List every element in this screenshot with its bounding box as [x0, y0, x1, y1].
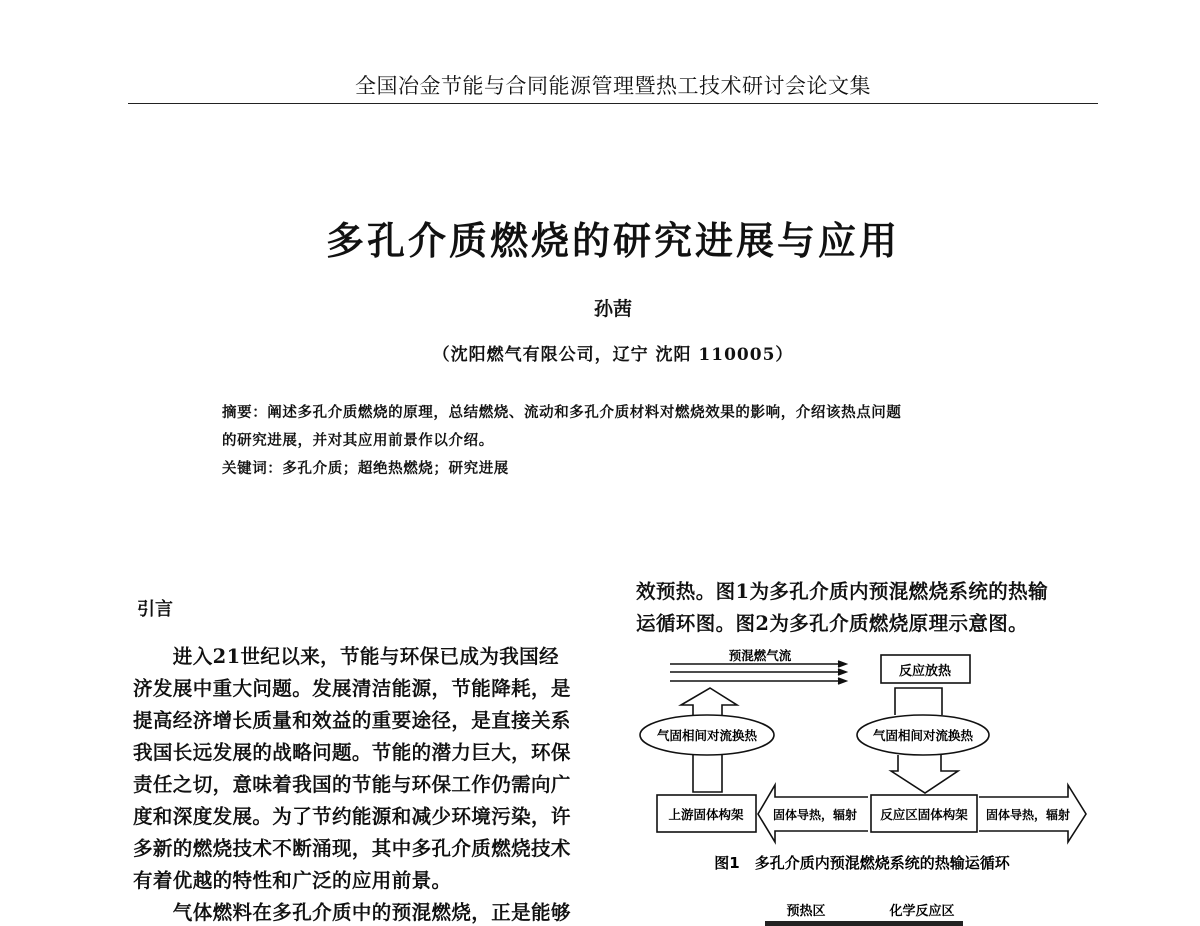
running-header: 全国冶金节能与合同能源管理暨热工技术研讨会论文集: [355, 74, 871, 98]
abstract-line: 的研究进展，并对其应用前景作以介绍。: [222, 432, 494, 449]
porous-media-bar: [765, 921, 963, 926]
reaction-heat-label: 反应放热: [898, 664, 952, 679]
convection-label-right: 气固相间对流换热: [872, 728, 974, 743]
arrowhead-icon: [838, 661, 846, 684]
section-heading: 引言: [137, 599, 173, 620]
gas-flow-label: 预混燃气流: [728, 648, 792, 663]
figure-1-caption: 图1 多孔介质内预混燃烧系统的热输运循环: [714, 854, 1010, 872]
body-line: 责任之切，意味着我国的节能与环保工作仍需向广: [133, 773, 571, 796]
conduction-label-right: 固体导热，辐射: [985, 808, 1071, 822]
arrow-shaft: [895, 688, 942, 715]
reaction-zone-label: 化学反应区: [889, 904, 955, 919]
preheat-zone-label: 预热区: [786, 904, 826, 919]
paper-title: 多孔介质燃烧的研究进展与应用: [325, 218, 900, 263]
affiliation: （沈阳燃气有限公司，辽宁 沈阳 110005）: [432, 345, 794, 365]
body-line: 我国长远发展的战略问题。节能的潜力巨大，环保: [133, 741, 571, 764]
keywords: 关键词：多孔介质；超绝热燃烧；研究进展: [222, 460, 509, 477]
body-line: 有着优越的特性和广泛的应用前景。: [133, 869, 452, 892]
conduction-label-left: 固体导热，辐射: [772, 808, 858, 822]
body-line: 气体燃料在多孔介质中的预混燃烧，正是能够: [133, 901, 571, 924]
body-line: 进入21世纪以来，节能与环保已成为我国经: [133, 645, 559, 668]
body-line: 效预热。图1为多孔介质内预混燃烧系统的热输: [636, 580, 1048, 603]
body-line: 提高经济增长质量和效益的重要途径，是直接关系: [133, 709, 571, 732]
convection-label-left: 气固相间对流换热: [656, 728, 758, 743]
abstract-line: 摘要：阐述多孔介质燃烧的原理，总结燃烧、流动和多孔介质材料对燃烧效果的影响，介绍该热点问题: [222, 404, 902, 421]
body-line: 多新的燃烧技术不断涌现，其中多孔介质燃烧技术: [133, 837, 571, 860]
body-line: 度和深度发展。为了节约能源和减少环境污染，许: [133, 805, 571, 828]
upstream-solid-label: 上游固体构架: [668, 807, 744, 822]
body-line: 济发展中重大问题。发展清洁能源，节能降耗，是: [133, 677, 571, 700]
down-arrow-icon: [891, 755, 958, 793]
body-line: 运循环图。图2为多孔介质燃烧原理示意图。: [636, 612, 1029, 635]
reaction-zone-solid-label: 反应区固体构架: [880, 807, 968, 822]
up-arrow-icon: [681, 688, 737, 715]
author: 孙茜: [593, 298, 632, 320]
arrow-shaft: [693, 755, 722, 792]
